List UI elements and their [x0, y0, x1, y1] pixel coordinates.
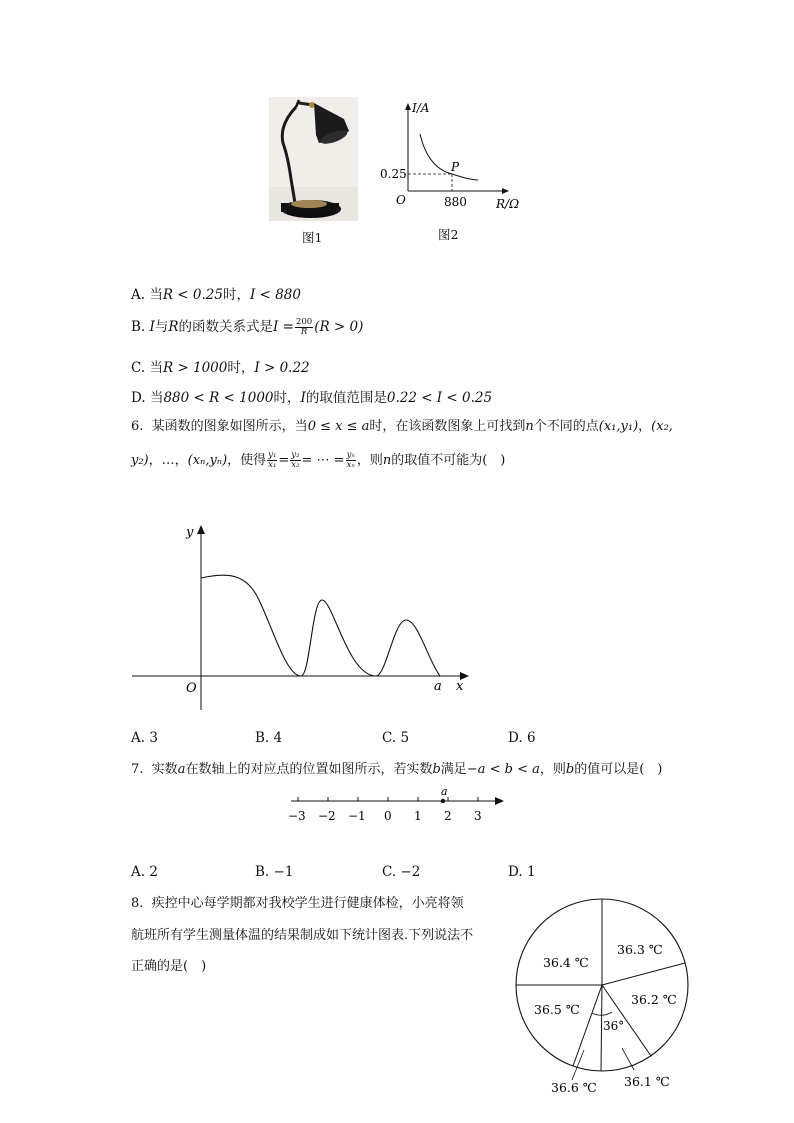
q5-b-fraction: $\frac{200}{R}$ [295, 317, 313, 337]
q6-function-graph [128, 520, 478, 720]
lamp-image [269, 97, 358, 221]
fig2-x-label: R/Ω [496, 197, 520, 211]
fig2-y-label: I/A [412, 101, 430, 115]
q6-y-label: y [186, 525, 194, 540]
q6-a-label: a [434, 679, 442, 694]
pie-label-36-1: 36.1 ℃ [624, 1074, 670, 1089]
q7-option-a[interactable]: A. 2 [131, 864, 158, 880]
pie-label-36-4: 36.4 ℃ [543, 955, 589, 970]
figure-2-graph [374, 94, 530, 216]
q6-x-label: x [456, 679, 464, 694]
fig2-x-tick: 880 [444, 195, 467, 209]
q7-option-d[interactable]: D. 1 [508, 864, 536, 880]
numberline-a-label: a [441, 785, 448, 798]
q5-option-b[interactable]: B. I与R的函数关系式是I = $\frac{200}{R}$ (R > 0) [131, 317, 364, 337]
numberline-point-a [441, 799, 445, 803]
numberline-tick-label: −2 [318, 809, 336, 823]
q8-pie-chart [510, 892, 696, 1098]
numberline-tick-label: −1 [348, 809, 366, 823]
pie-label-36-5: 36.5 ℃ [534, 1002, 580, 1017]
figure-1-lamp-photo [269, 97, 358, 221]
q6-option-c[interactable]: C. 5 [382, 730, 410, 746]
pie-label-36-3: 36.3 ℃ [617, 942, 663, 957]
numberline-tick-label: 2 [444, 809, 452, 823]
q6-option-b[interactable]: B. 4 [255, 730, 283, 746]
fig2-curve [420, 134, 478, 180]
pie-label-36-2: 36.2 ℃ [631, 992, 677, 1007]
numberline-tick-label: −3 [288, 809, 306, 823]
numberline-tick-label: 0 [384, 809, 392, 823]
figure-1-caption: 图1 [302, 230, 323, 245]
q7-option-b[interactable]: B. −1 [255, 864, 294, 880]
q7-option-c[interactable]: C. −2 [382, 864, 421, 880]
q6-stem-line-1: 6. 某函数的图象如图所示，当0 ≤ x ≤ a时，在该函数图象上可找到n个不同的点(x₁,y₁)，(x₂, [131, 419, 673, 434]
numberline-tick-label: 3 [474, 809, 482, 823]
q5-option-c[interactable]: C. 当R > 1000时，I > 0.22 [131, 360, 310, 376]
q7-number-line [285, 784, 510, 826]
q5-option-d[interactable]: D. 当880 < R < 1000时，I的取值范围是0.22 < I < 0.25 [131, 390, 493, 406]
q8-stem-line-3: 正确的是( ) [131, 959, 207, 974]
q8-stem-line-1: 8. 疾控中心每学期都对我校学生进行健康体检，小亮将领 [131, 896, 464, 911]
numberline-tick-label: 1 [414, 809, 422, 823]
q6-origin: O [186, 681, 197, 696]
pie-angle-label: 36° [603, 1019, 625, 1033]
fig2-point-label: P [451, 160, 460, 174]
q5-option-a[interactable]: A. 当R < 0.25时，I < 880 [131, 287, 301, 303]
q7-stem: 7. 实数a在数轴上的对应点的位置如图所示，若实数b满足−a < b < a，则b的值可以是( ) [131, 762, 663, 777]
fig2-y-tick: 0.25 [380, 167, 407, 181]
q6-option-a[interactable]: A. 3 [131, 730, 158, 746]
fig2-origin: O [396, 193, 406, 207]
q8-stem-line-2: 航班所有学生测量体温的结果制成如下统计图表.下列说法不 [131, 928, 474, 943]
q6-stem-line-2: y₂)，…，(xₙ,yₙ)，使得 $\frac{\text{y₁}}{\text{x₁}}$ = $\frac{\text{y₂}}{\text{x₂}}$ = ⋯ = $\frac{\text{yₙ}}{\text{xₙ}}$ ，则n的取值不可能为( ) [131, 450, 506, 470]
numberline-ticks [298, 797, 478, 801]
q6-curve [201, 575, 440, 676]
q6-option-d[interactable]: D. 6 [508, 730, 536, 746]
pie-label-36-6: 36.6 ℃ [551, 1080, 597, 1095]
figure-2-caption: 图2 [438, 227, 459, 242]
